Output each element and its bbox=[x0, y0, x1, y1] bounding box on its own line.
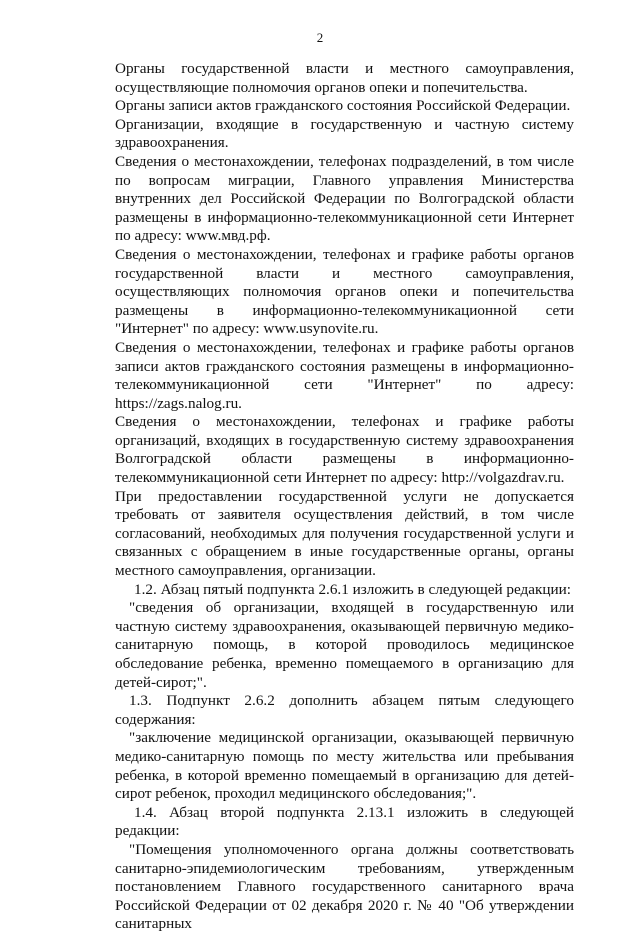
paragraph-zags-info: Сведения о местонахождении, телефонах и графике работы органов записи актов гражданского состояния размещены в информационно-телекоммуникационной сети "Интернет" по адресу: https://zags.nalog.ru. bbox=[115, 338, 574, 412]
paragraph-civil-registry-bodies: Органы записи актов гражданского состояния Российской Федерации. bbox=[115, 97, 571, 115]
paragraph-amendment-1-4-text: "Помещения уполномоченного органа должны соответствовать санитарно-эпидемиологическим требованиям, утвержденным постановлением Главного государственного санитарного врача Российской Федерации от 02 декабря 2020 г. № 40 "Об утверждении санитарных bbox=[115, 840, 574, 933]
document-body bbox=[115, 60, 574, 934]
paragraph-amendment-1-2-text: "сведения об организации, входящей в государственную или частную систему здравоохранения, оказывающей первичную медико-санитарную помощь, в которой проводилось медицинское обследование ребенка, временно помещаемого в организацию для детей-сирот;". bbox=[115, 599, 574, 691]
paragraph-healthcare-organizations: Организации, входящие в государственную и частную систему здравоохранения. bbox=[115, 115, 574, 152]
paragraph-guardianship-bodies: Органы государственной власти и местного самоуправления, осуществляющие полномочия органов опеки и попечительства. bbox=[115, 60, 574, 96]
paragraph-guardianship-info: Сведения о местонахождении, телефонах и графике работы органов государственной власти и местного самоуправления, осуществляющих полномочия органов опеки и попечительства размещены в информационно-телекоммуникационной сети "Интернет" по адресу: www.usynovite.ru. bbox=[115, 245, 574, 338]
paragraph-no-requirements: При предоставлении государственной услуги не допускается требовать от заявителя осуществления действий, в том числе согласований, необходимых для получения государственной услуги и связанных с обращением в иные государственные органы, органы местного самоуправления, организации. bbox=[115, 487, 574, 580]
paragraph-amendment-1-3: 1.3. Подпункт 2.6.2 дополнить абзацем пятым следующего содержания: bbox=[115, 692, 574, 728]
paragraph-amendment-1-4: 1.4. Абзац второй подпункта 2.13.1 изложить в следующей редакции: bbox=[115, 803, 574, 840]
paragraph-amendment-1-2: 1.2. Абзац пятый подпункта 2.6.1 изложить в следующей редакции: bbox=[134, 580, 571, 598]
paragraph-amendment-1-3-text: "заключение медицинской организации, оказывающей первичную медико-санитарную помощь по месту жительства или пребывания ребенка, в которой временно помещаемый в организацию для детей-сирот ребенок, проходил медицинского обследования;". bbox=[115, 729, 574, 803]
paragraph-mvd-info: Сведения о местонахождении, телефонах подразделений, в том числе по вопросам миграции, Главного управления Министерства внутренних дел Российской Федерации по Волгоградской области размещены в информационно-телекоммуникационной сети Интернет по адресу: www.мвд.рф. bbox=[115, 152, 574, 245]
page-number: 2 bbox=[316, 30, 324, 45]
paragraph-healthcare-info: Сведения о местонахождении, телефонах и графике работы организаций, входящих в государственную систему здравоохранения Волгоградской области размещены в информационно-телекоммуникационной сети Интернет по адресу: http://volgazdrav.ru. bbox=[115, 413, 574, 487]
